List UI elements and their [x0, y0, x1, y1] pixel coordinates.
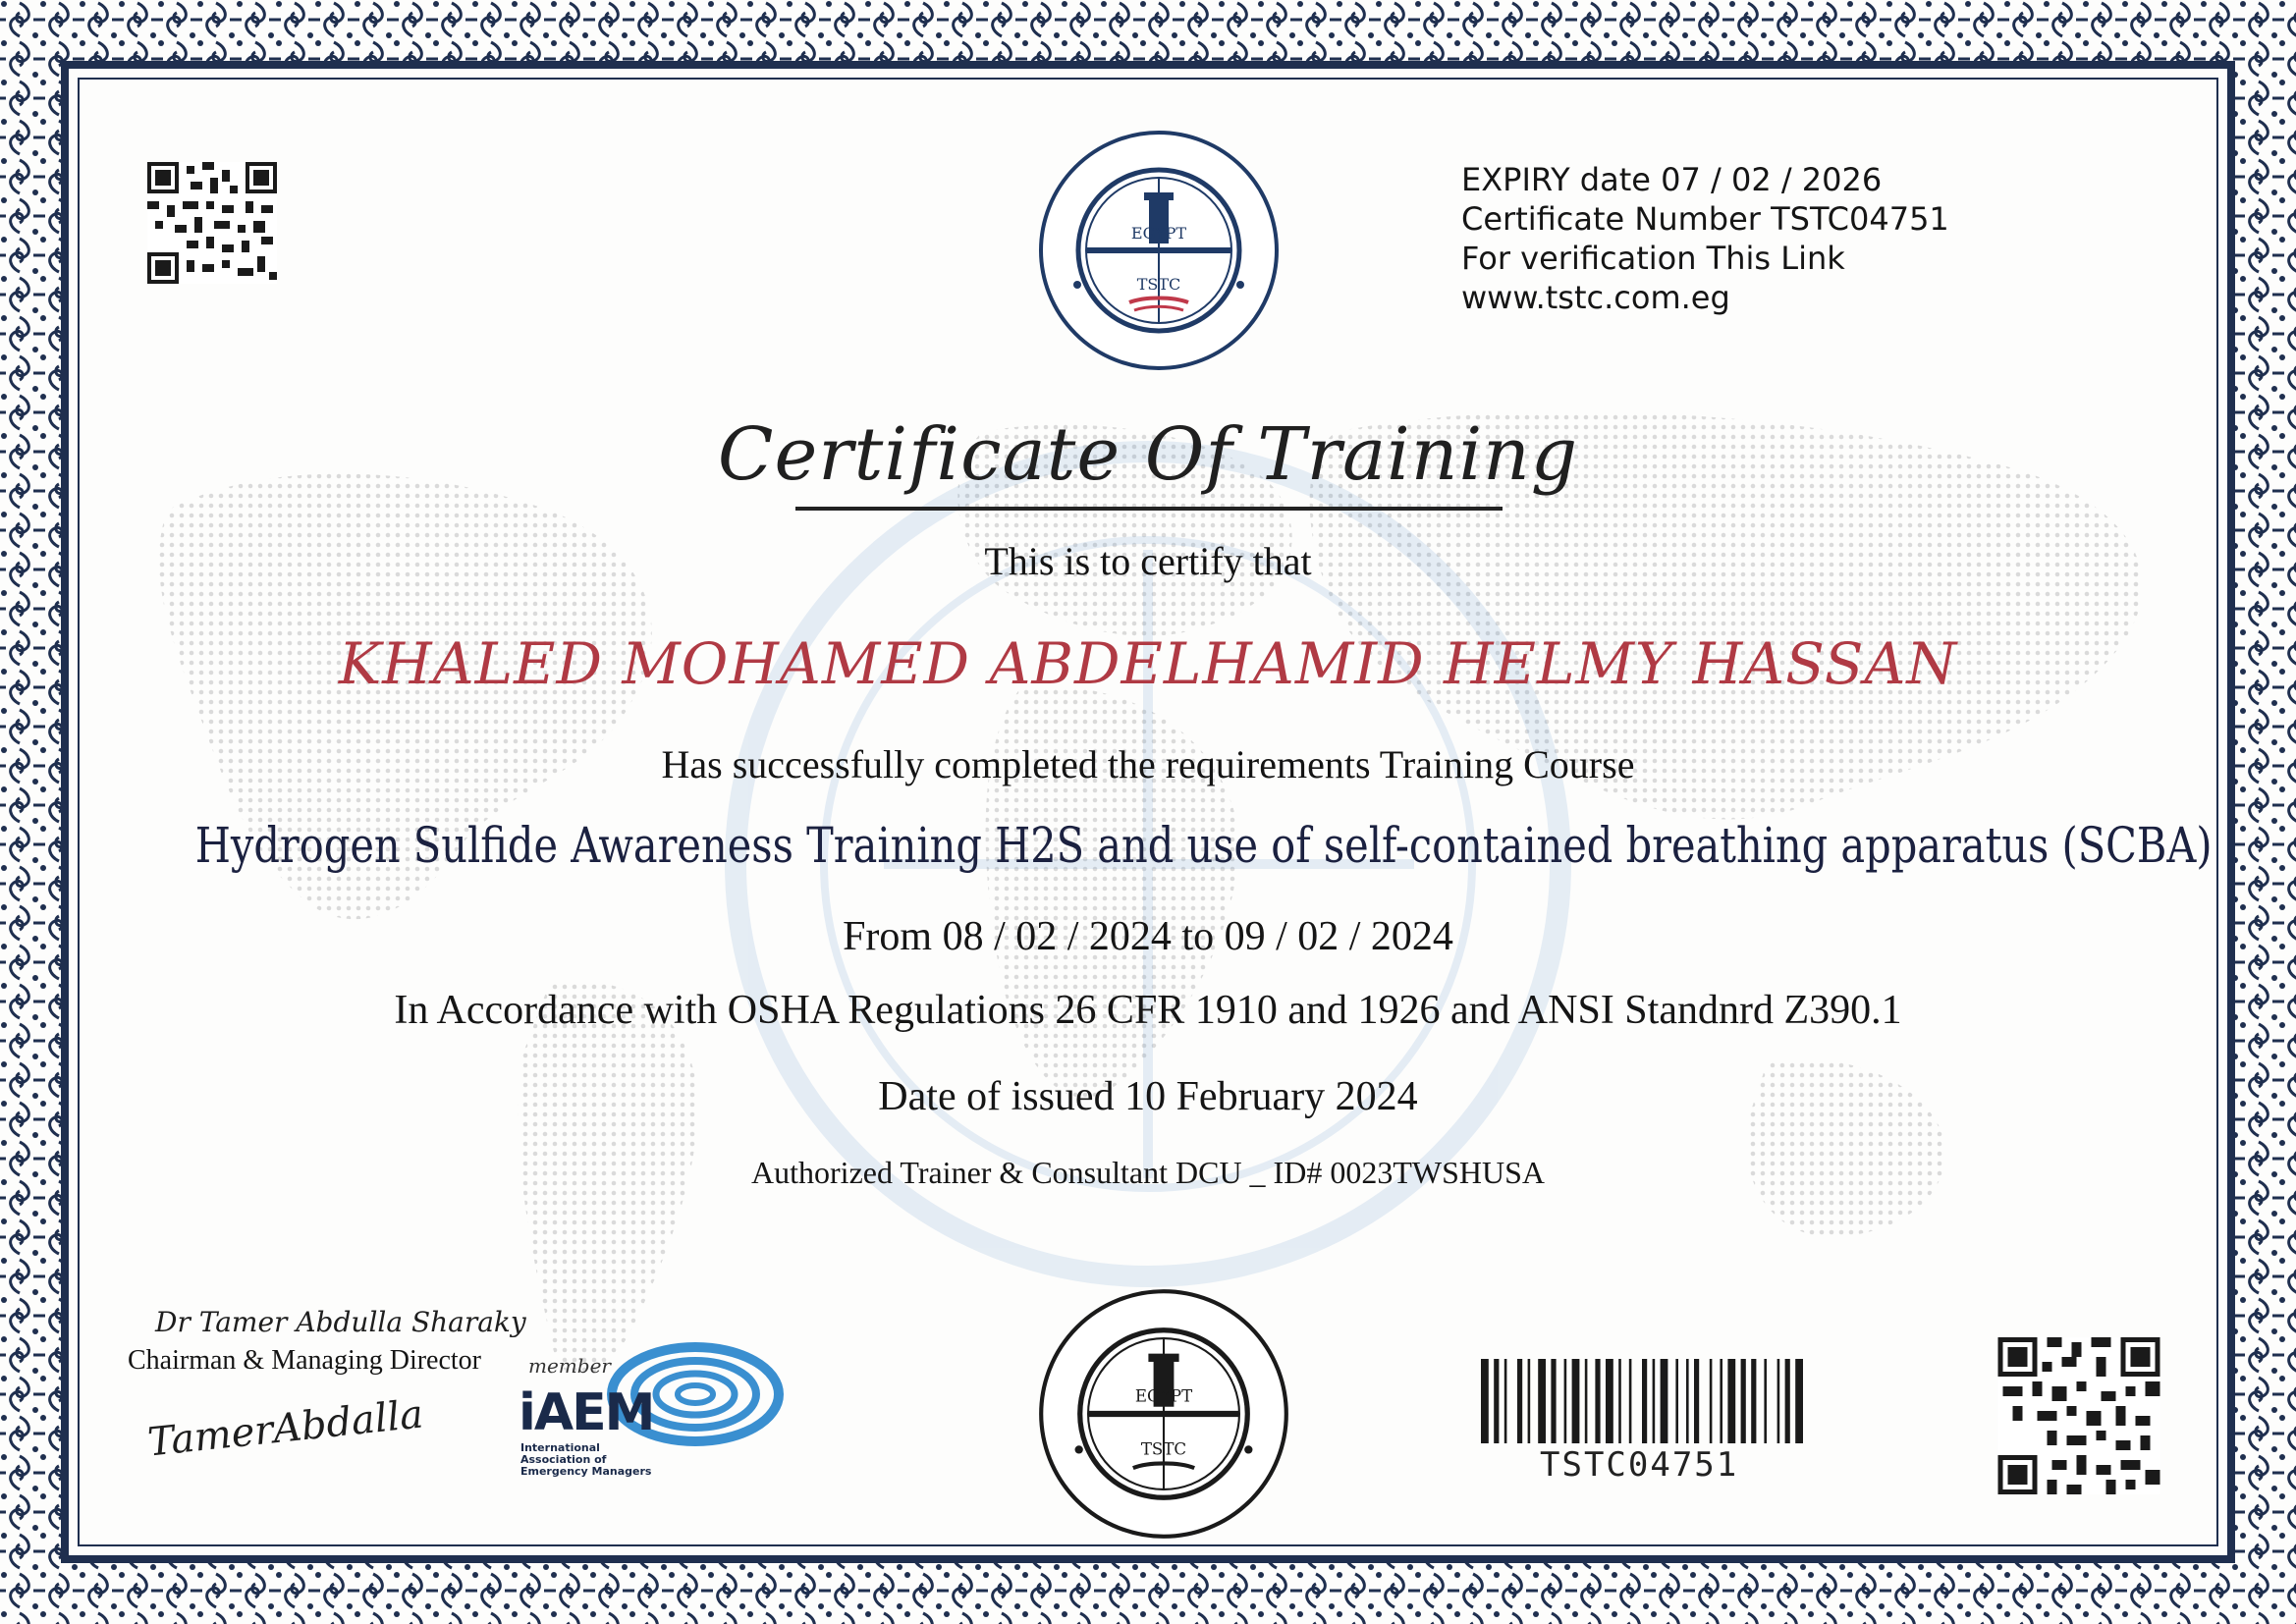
intro-text: This is to certify that	[984, 539, 1312, 583]
barcode-bar	[1517, 1359, 1522, 1443]
barcode-bar	[1727, 1359, 1735, 1443]
title-underline	[795, 507, 1503, 511]
seal-abbr: TSTC	[1136, 275, 1181, 294]
barcode-bar	[1538, 1359, 1546, 1443]
barcode-bar	[1653, 1359, 1656, 1443]
barcode-bar	[1795, 1359, 1803, 1443]
seal-country: EGYPT	[1130, 224, 1187, 243]
barcode-bar	[1606, 1359, 1613, 1443]
osha-standard: In Accordance with OSHA Regulations 26 CFR 1910 and 1926 and ANSI Standnrd Z390.1	[394, 988, 1902, 1033]
qr-code-bottom[interactable]	[1997, 1337, 2160, 1494]
iaem-wordmark: iAEM	[519, 1383, 654, 1442]
iaem-org-line3: Emergency Managers	[520, 1465, 652, 1478]
authorized-trainer: Authorized Trainer & Consultant DCU _ ID# 0023TWSHUSA	[751, 1155, 1545, 1190]
seal-bottom-abbr: TSTC	[1140, 1439, 1187, 1459]
signatory-role: Chairman & Managing Director	[128, 1345, 482, 1376]
barcode-bar	[1629, 1359, 1632, 1443]
barcode[interactable]	[1481, 1359, 1864, 1455]
course-name: Hydrogen Sulfide Awareness Training H2S and use of self-contained breathing apparatus (SCBA)	[194, 817, 2213, 874]
barcode-bar	[1494, 1359, 1499, 1443]
member-label: member	[528, 1354, 611, 1378]
barcode-bar	[1686, 1359, 1689, 1443]
tstc-seal-top	[1036, 128, 1282, 373]
course-period: From 08 / 02 / 2024 to 09 / 02 / 2024	[843, 914, 1453, 959]
completion-text: Has successfully completed the requirements Training Course	[661, 742, 1635, 786]
verification-text: For verification This Link	[1461, 240, 1845, 277]
expiry-date: EXPIRY date 07 / 02 / 2026	[1461, 161, 1883, 198]
certificate-title: Certificate Of Training	[717, 412, 1579, 497]
barcode-bar	[1618, 1359, 1621, 1443]
barcode-bar	[1504, 1359, 1507, 1443]
barcode-bar	[1694, 1359, 1699, 1443]
signature: TamerAbdalla	[145, 1391, 426, 1466]
barcode-bar	[1642, 1359, 1647, 1443]
barcode-bar	[1481, 1359, 1489, 1443]
barcode-bar	[1551, 1359, 1556, 1443]
signatory-name: Dr Tamer Abdulla Sharaky	[155, 1306, 526, 1338]
barcode-bar	[1595, 1359, 1600, 1443]
barcode-text: TSTC04751	[1540, 1445, 1739, 1485]
barcode-bar	[1777, 1359, 1780, 1443]
barcode-bar	[1661, 1359, 1668, 1443]
barcode-bar	[1585, 1359, 1588, 1443]
barcode-bar	[1720, 1359, 1722, 1443]
barcode-bar	[1564, 1359, 1567, 1443]
barcode-bar	[1710, 1359, 1713, 1443]
barcode-bar	[1751, 1359, 1756, 1443]
barcode-bar	[1785, 1359, 1790, 1443]
iaem-org-line1: International	[520, 1441, 600, 1454]
certificate-number: Certificate Number TSTC04751	[1461, 200, 1949, 238]
barcode-bar	[1764, 1359, 1767, 1443]
iaem-org-line2: Association of	[520, 1453, 607, 1466]
barcode-bar	[1572, 1359, 1580, 1443]
qr-code-top[interactable]	[147, 162, 277, 284]
seal-bottom-country: EGYPT	[1134, 1386, 1193, 1406]
barcode-bar	[1675, 1359, 1678, 1443]
barcode-bar	[1528, 1359, 1531, 1443]
tstc-seal-bottom	[1036, 1286, 1291, 1542]
issue-date: Date of issued 10 February 2024	[878, 1074, 1418, 1119]
verification-link[interactable]: www.tstc.com.eg	[1461, 279, 1730, 316]
iaem-logo	[519, 1340, 784, 1478]
barcode-bar	[1741, 1359, 1746, 1443]
holder-name: KHALED MOHAMED ABDELHAMID HELMY HASSAN	[338, 630, 1958, 697]
